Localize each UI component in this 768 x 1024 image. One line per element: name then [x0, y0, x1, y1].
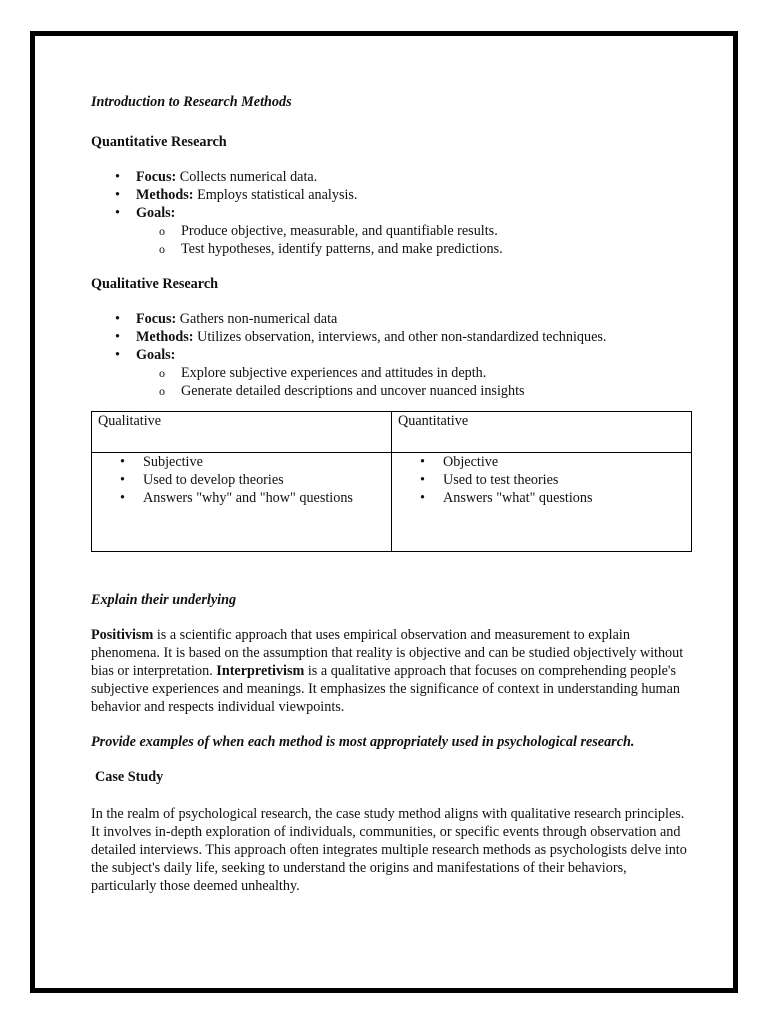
goals-sublist	[136, 222, 691, 258]
methods-label: Methods:	[136, 329, 194, 345]
paradigms-paragraph	[91, 626, 691, 716]
list-item	[91, 204, 691, 258]
qualitative-traits-list	[98, 453, 385, 507]
comparison-table	[91, 411, 692, 552]
list-item	[91, 186, 691, 204]
focus-label: Focus:	[136, 311, 177, 327]
table-cell-qualitative	[92, 453, 392, 552]
underlying-heading: Explain their underlying	[91, 592, 237, 608]
table-header-qualitative: Qualitative	[92, 412, 392, 453]
list-item: • Objective	[398, 453, 685, 471]
case-study-paragraph: In the realm of psychological research, the case study method aligns with qualitative research principles. It involves in-depth exploration of individuals, communities, or specific events through observation and detailed interviews. This approach often integrates multiple research methods as psychologists delve into the subject's daily life, seeking to understand the origins and manifestations of their behaviors, particularly those deemed unhealthy.	[91, 806, 687, 894]
focus-text: Collects numerical data.	[176, 169, 318, 185]
quantitative-heading: Quantitative Research	[91, 134, 227, 150]
sub-list-item: o Test hypotheses, identify patterns, and make predictions.	[91, 240, 691, 258]
positivism-term: Positivism	[91, 627, 154, 643]
quantitative-traits-list	[398, 453, 685, 507]
interpretivism-text: is a qualitative approach that focuses on comprehending people's subjective experiences and meanings. It emphasizes the significance of context in understanding human behavior and respects individual viewpoints.	[91, 663, 680, 715]
positivism-text: is a scientific approach that uses empirical observation and measurement to explain phenomena. It is based on the assumption that reality is objective and can be studied objectively without bias or interpretation.	[91, 627, 684, 679]
table-cell-quantitative	[392, 453, 692, 552]
list-item: • Used to develop theories	[98, 471, 385, 489]
table-header-quantitative: Quantitative	[392, 412, 692, 453]
methods-text: Employs statistical analysis.	[193, 187, 358, 203]
goals-label: Goals:	[136, 205, 176, 221]
list-item	[91, 328, 691, 346]
list-item: • Used to test theories	[398, 471, 685, 489]
methods-text: Utilizes observation, interviews, and other non-standardized techniques.	[193, 329, 607, 345]
focus-label: Focus:	[136, 169, 177, 185]
list-item: • Answers "what" questions	[398, 489, 685, 507]
list-item	[91, 168, 691, 186]
sub-list-item: o Generate detailed descriptions and uncover nuanced insights	[91, 382, 691, 400]
examples-heading: Provide examples of when each method is most appropriately used in psychological research.	[91, 734, 635, 750]
document-title: Introduction to Research Methods	[91, 94, 292, 110]
quantitative-list	[91, 168, 691, 258]
table-row	[92, 453, 692, 552]
goals-label: Goals:	[136, 347, 176, 363]
focus-text: Gathers non-numerical data	[176, 311, 338, 327]
methods-label: Methods:	[136, 187, 194, 203]
case-study-heading: Case Study	[95, 769, 164, 785]
qualitative-list	[91, 310, 691, 400]
sub-list-item: o Produce objective, measurable, and quantifiable results.	[91, 222, 691, 240]
qualitative-heading: Qualitative Research	[91, 276, 219, 292]
document-body	[91, 93, 691, 912]
list-item: • Answers "why" and "how" questions	[98, 489, 385, 507]
interpretivism-term: Interpretivism	[216, 663, 305, 679]
list-item	[91, 310, 691, 328]
list-item	[91, 346, 691, 400]
table-header-row	[92, 412, 692, 453]
list-item: • Subjective	[98, 453, 385, 471]
sub-list-item: o Explore subjective experiences and attitudes in depth.	[91, 364, 691, 382]
goals-sublist	[136, 364, 691, 400]
